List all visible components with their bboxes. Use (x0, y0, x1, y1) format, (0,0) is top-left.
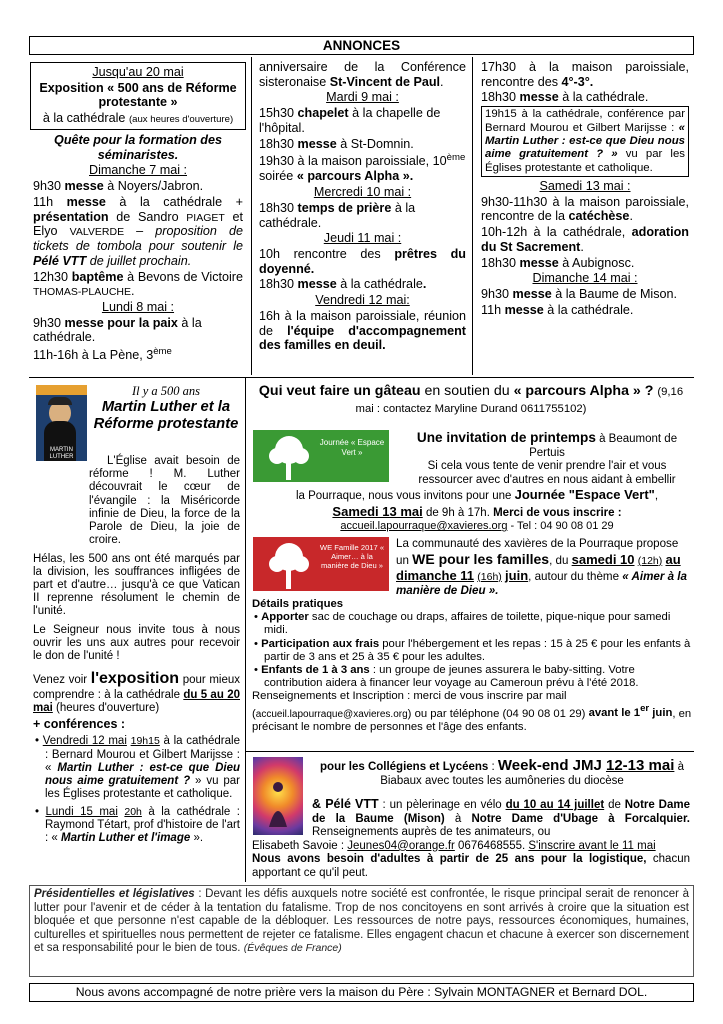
column-divider (472, 57, 473, 375)
pele-line-3: Nous avons besoin d'adultes à partir de 25 ans pour la logistique, chacun apportant ce qu'il peut. (252, 853, 690, 879)
luther-p3: Le Seigneur nous invite tous à nous ouvrir les uns aux autres pour recevoir le don de l'unité ! (33, 623, 240, 663)
footer-text: Nous avons accompagné de notre prière vers la maison du Père : Sylvain MONTAGNER et Bernard DOL. (75, 985, 648, 999)
day-heading: Vendredi 12 mai: (315, 293, 410, 308)
detail-item: • Apporter sac de couchage ou draps, affaires de toilette, pique-nique pour samedi midi. (254, 611, 671, 637)
espace-vert-block (262, 430, 692, 533)
schedule-entry: 18h30 temps de prière à la cathédrale. (259, 200, 416, 230)
expo-box-note: (aux heures d'ouverture) (128, 114, 234, 126)
conference-box: 19h15 à la cathédrale, conférence par Bernard Mourou et Gilbert Marijsse : « Martin Luther : est-ce que Dieu nous aime gratuitement ? » vu par les Églises protestante et catholique. (481, 106, 689, 177)
section-divider (29, 377, 694, 378)
gateau-note: (9,16 mai : contactez Maryline Durand 0611755102) (355, 386, 684, 415)
schedule-entry: 10h rencontre des prêtres du doyenné. (259, 247, 466, 276)
schedule-entry: 17h30 à la maison paroissiale, rencontre des 4°-3°. (481, 60, 689, 89)
luther-header (92, 384, 240, 434)
luther-p2: Hélas, les 500 ans ont été marqués par la division, les souffrances infligées de part et d'autre… jusqu'à ce que Vatican II reprenne résolument le chemin de l'unité. (33, 552, 240, 618)
schedule-entry: 18h30 messe à la cathédrale. (481, 90, 649, 105)
section-divider (246, 751, 694, 752)
column-divider (251, 57, 252, 375)
elections-body: : Devant les défis auxquels notre société est confrontée, le risque principal serait de renoncer à lutter pour l'avenir et de céder à la tentation du fatalisme. Trop de nos concitoyens en sont arrivés à croire que la situation est bloquée et que personne n'est capable de la débloquer. Les ressources de notre pays, ressources économiques, humaines, culturelles et spirituelles nous permettent de rejeter ce fatalisme. Elles engagent chacun et chacune à exercer son discernement et sa responsabilité pour le bien de tous. (34, 888, 689, 955)
luther-book-cover (36, 385, 87, 461)
tree-icon (259, 537, 319, 591)
schedule-entry: 12h30 baptême à Bevons de Victoire THOMAS-PLAUCHE. (33, 269, 243, 299)
book-cover-text: MARTIN LUTHER (49, 447, 74, 461)
luther-p1: L'Église avait besoin de réforme ! M. Luther découvrait le cœur de l'évangile : la Miséricorde infinie de Dieu, la force de la Parole de Dieu, la joie de croire. (89, 455, 240, 547)
schedule-entry: 9h30 messe à la Baume de Mison. (481, 287, 678, 302)
elections-heading: Présidentielles et législatives (34, 888, 195, 900)
day-heading: Jeudi 11 mai : (323, 231, 402, 246)
schedule-entry: 11h messe à la cathédrale. (481, 302, 634, 317)
we-famille-intro: La communauté des xavières de la Pourraque propose un WE pour les familles, du samedi 10 (12h) au dimanche 11 (16h) juin, autour du thème « Aimer à la manière de Dieu ». (396, 537, 687, 597)
we-famille-details (252, 598, 692, 734)
day-heading: Samedi 13 mai : (539, 178, 631, 193)
we-famille-logo (253, 537, 389, 591)
day-heading: Dimanche 14 mai : (532, 271, 638, 286)
expo-dates: du 5 au 20 mai (33, 688, 240, 714)
day-heading: Mardi 9 mai : (326, 90, 399, 105)
expo-rest: pour mieux comprendre : à la cathédrale (33, 674, 241, 701)
pele-line-2: Elisabeth Savoie : Jeunes04@orange.fr 0676468555. S'inscrire avant le 11 mai (252, 839, 656, 852)
section-divider (245, 377, 246, 882)
espace-date: Samedi 13 mai de 9h à 17h. Merci de vous inscrire : (332, 503, 622, 519)
jmj-block (313, 757, 691, 788)
schedule-entry: 11h-16h à La Pène, 3ème (33, 346, 172, 363)
day-heading: Lundi 8 mai : (101, 300, 175, 315)
schedule-entry: 18h30 messe à la cathédrale. (259, 277, 427, 292)
expo-box-title: Exposition « 500 ans de Réforme protestante » (39, 80, 237, 110)
jmj-line1: pour les Collégiens et Lycéens : Week-end JMJ 12-13 mai à Biabaux avec toutes les aumôneries du diocèse (320, 757, 684, 787)
quete-text: Quête pour la formation des séminaristes. (54, 132, 222, 162)
schedule-entry: 16h à la maison paroissiale, réunion de l'équipe d'accompagnement des familles en deuil. (259, 308, 466, 353)
detail-item: • Enfants de 1 à 3 ans : un groupe de jeunes assurera le baby-sitting. Votre contribution aidera à financer leur voyage au Cameroun prévu à l'été 2018. (254, 664, 639, 690)
we-logo-text: WE Famille 2017 « Aimer… à la manière de Dieu » (319, 543, 385, 571)
espace-title: Une invitation de printemps (416, 430, 596, 445)
schedule-entry: 18h30 messe à St-Domnin. (259, 136, 414, 151)
luther-body (33, 455, 240, 845)
col2-intro: anniversaire de la Conférence sisteronaise St-Vincent de Paul. (259, 60, 466, 89)
schedule-entry: 10h-12h à la cathédrale, adoration du St Sacrement. (481, 225, 689, 254)
espace-logo-text: Journée « Espace Vert » (319, 438, 385, 457)
schedule-entry: 18h30 messe à Aubignosc. (481, 255, 635, 270)
schedule-entry: 11h messe à la cathédrale + présentation de Sandro PIAGET et Elyo VALVERDE – proposition de tickets de tombola pour soutenir le Pélé VTT de juillet prochain. (33, 194, 243, 268)
column-3 (481, 60, 689, 319)
schedule-entry: 15h30 chapelet à la chapelle de l'hôpital. (259, 106, 441, 135)
jmj-pele (252, 797, 690, 880)
espace-place: à Beaumont de Pertuis (529, 433, 678, 459)
page-title: ANNONCES (322, 38, 401, 53)
elections-text (30, 886, 693, 958)
elections-source: (Évêques de France) (243, 942, 342, 955)
luther-kicker: Il y a 500 ans (131, 384, 201, 398)
conf-item-1: • Vendredi 12 mai 19h15 à la cathédrale : Bernard Mourou et Gilbert Marijsse : « Martin Luther : est-ce que Dieu nous aime gratuitement ? » vu par les Églises protestante et catholique. (35, 735, 241, 801)
schedule-entry: 9h30 messe pour la paix à la cathédrale. (33, 315, 202, 345)
pele-line-1: & Pélé VTT : un pèlerinage en vélo du 10 au 14 juillet de Notre Dame de la Baume (Mison) à Notre Dame d'Ubage à Forcalquier. Renseignements auprès de tes animateurs, ou (312, 797, 690, 839)
expo-box-place: à la cathédrale (42, 111, 126, 126)
espace-contact: accueil.lapourraque@xavieres.org - Tel : 04 90 08 01 29 (340, 520, 614, 533)
schedule-entry: 9h30 messe à Noyers/Jabron. (33, 179, 204, 194)
gateau-text: Qui veut faire un gâteau en soutien du « parcours Alpha » ? (9,16 mai : contactez Maryline Durand 0611755102) (258, 383, 684, 415)
header-box (29, 36, 694, 55)
inscription-text: Renseignements et Inscription : merci de vous inscrire par mail (accueil.lapourraque@xavieres.org) ou par téléphone (04 90 08 01 29) avant le 1er juin, en précisant le nombre de personnes et l'âge des enfants. (252, 690, 692, 733)
elections-box (29, 885, 694, 977)
expo-word: l'exposition (90, 670, 180, 688)
detail-item: • Participation aux frais pour l'hébergement et les repas : 15 à 25 € pour les enfants à partir de 3 ans et 25 à 35 € pour les adultes. (254, 637, 691, 663)
espace-body-2: la Pourraque, nous vous invitons pour une Journée "Espace Vert", (295, 487, 659, 503)
schedule-entry: 19h30 à la maison paroissiale, 10ème soirée « parcours Alpha ». (259, 152, 466, 184)
luther-expo (33, 670, 240, 715)
gateau-block (252, 383, 690, 416)
day-heading: Mercredi 10 mai : (313, 185, 412, 200)
conf-heading: + conférences : (33, 717, 126, 732)
espace-body-1: Si cela vous tente de venir prendre l'air et vous ressourcer avec d'autres en nous aidant à embellir (418, 460, 676, 486)
expo-lead: Venez voir (33, 674, 88, 687)
conf-item-2: • Lundi 15 mai 20h à la cathédrale : Raymond Tétart, prof d'histoire de l'art : « Martin Luther et l'image ». (35, 805, 240, 845)
footer-box (29, 983, 694, 1002)
day-heading: Dimanche 7 mai : (89, 163, 187, 178)
details-heading: Détails pratiques (252, 598, 344, 610)
schedule-entry: 9h30-11h30 à la maison paroissiale, rencontre de la catéchèse. (481, 194, 689, 224)
expo-box-date: Jusqu'au 20 mai (92, 65, 184, 79)
expo-hours: (heures d'ouverture) (56, 701, 160, 714)
luther-title: Martin Luther et la Réforme protestante (93, 398, 239, 433)
column-1 (33, 62, 243, 364)
column-2 (259, 60, 466, 354)
expo-box (30, 62, 246, 130)
